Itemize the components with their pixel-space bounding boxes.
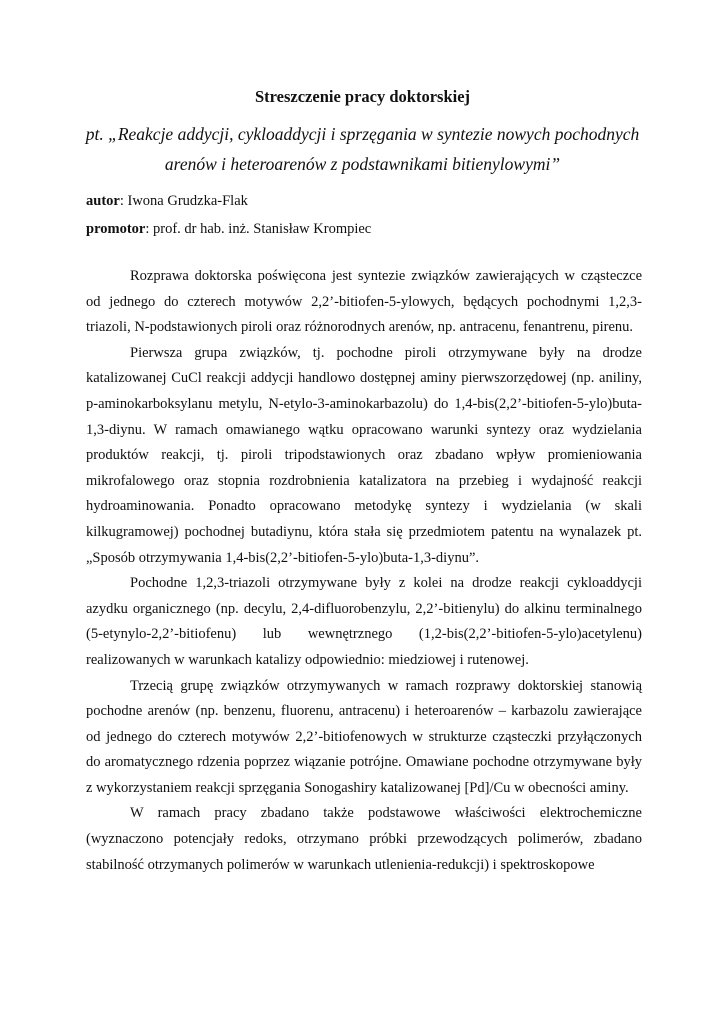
paragraph-1: Rozprawa doktorska poświęcona jest syntezie związków zawierających w cząsteczce od jednego do czterech motywów 2,2’-bitiofen-5-ylowych, będących pochodnymi 1,2,3-triazoli, N-podstawionych piroli oraz różnorodnych arenów, np. antracenu, fenantrenu, pirenu. [86, 268, 642, 336]
author-value: : Iwona Grudzka-Flak [119, 193, 248, 209]
paragraph-5: W ramach pracy zbadano także podstawowe właściwości elektrochemiczne (wyznaczono potencjały redoks, otrzymano próbki przewodzących polimerów, zbadano stabilność otrzymanych polimerów w warunkach utlenienia-redukcji) i spektroskopowe [86, 805, 642, 873]
author-label: autor [86, 193, 120, 209]
paragraph-3: Pochodne 1,2,3-triazoli otrzymywane były z kolei na drodze reakcji cykloaddycji azydku organicznego (np. decylu, 2,4-difluorobenzylu, 2,2’-bitienylu) do alkinu terminalnego (5-etynylo-2,2’-bitiofenu) lub wewnętrznego (1,2-bis(2,2’-bitiofen-5-ylo)acetylenu) realizowanych w warunkach katalizy odpowiednio: miedziowej i rutenowej. [86, 575, 642, 668]
document-subtitle: pt. „Reakcje addycji, cykloaddycji i sprzęgania w syntezie nowych pochodnych arenów i heteroarenów z podstawnikami bitienylowymi” [85, 124, 640, 174]
abstract-body [86, 264, 642, 878]
promotor-value: : prof. dr hab. inż. Stanisław Krompiec [145, 221, 372, 237]
author-line [86, 191, 646, 211]
paragraph-2: Pierwsza grupa związków, tj. pochodne piroli otrzymywane były na drodze katalizowanej CuCl reakcji addycji handlowo dostępnej aminy pierwszorzędowej (np. aniliny, p-aminokarboksylanu metylu, N-etylo-3-aminokarbazolu) do 1,4-bis(2,2’-bitiofen-5-ylo)buta-1,3-diynu. W ramach omawianego wątku opracowano warunki syntezy oraz wydzielania produktów reakcji, tj. piroli tripodstawionych oraz zbadano wpływ promieniowania mikrofalowego oraz stopnia rozdrobnienia katalizatora na przebieg i wydajność reakcji hydroaminowania. Ponadto opracowano metodykę syntezy i wydzielania (w skali kilkugramowej) pochodnej butadiynu, która stała się przedmiotem patentu na wynalazek pt. „Sposób otrzymywania 1,4-bis(2,2’-bitiofen-5-ylo)buta-1,3-diynu”. [86, 344, 642, 566]
promotor-label: promotor [86, 221, 146, 237]
promotor-line [86, 219, 646, 239]
document-title: Streszczenie pracy doktorskiej [254, 87, 471, 106]
paragraph-4: Trzecią grupę związków otrzymywanych w ramach rozprawy doktorskiej stanowią pochodne arenów (np. benzenu, fluorenu, antracenu) i heteroarenów – karbazolu zawierające od jednego do czterech motywów 2,2’-bitiofenowych w strukturze cząsteczki przyłączonych do aromatycznego rdzenia poprzez wiązanie potrójne. Omawiane pochodne otrzymywane były z wykorzystaniem reakcji sprzęgania Sonogashiry katalizowanej [Pd]/Cu w obecności aminy. [86, 677, 642, 796]
